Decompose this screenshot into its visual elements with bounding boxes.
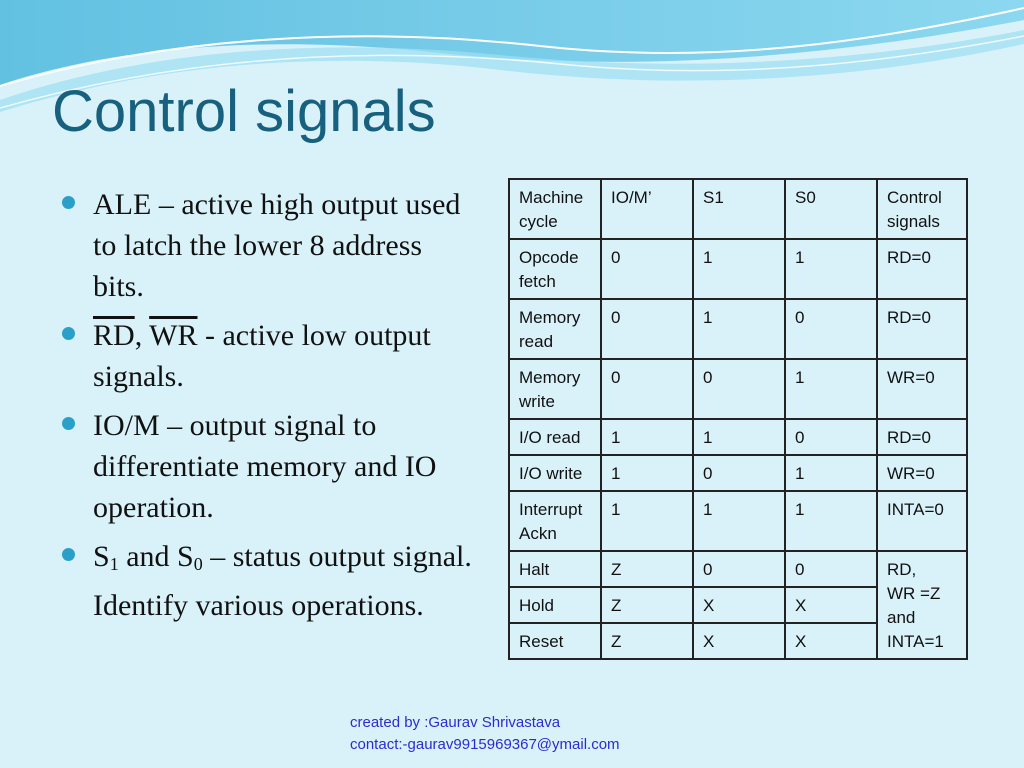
table-cell: 1 <box>693 239 785 299</box>
table-cell: WR=0 <box>877 359 967 419</box>
bullet-status-text: – status output signal. Identify various operations. <box>93 540 472 622</box>
footer <box>350 712 620 756</box>
table-cell: 1 <box>785 455 877 491</box>
wr-overline-text: $\overline{WR}$ <box>149 319 198 352</box>
table-cell: 0 <box>785 299 877 359</box>
table-row <box>509 491 967 551</box>
table-row <box>509 455 967 491</box>
table-cell: INTA=0 <box>877 491 967 551</box>
table-cell: Reset <box>509 623 601 659</box>
s1-letter: S <box>93 540 110 573</box>
table-cell: X <box>693 587 785 623</box>
table-header-cell: S0 <box>785 179 877 239</box>
table-cell: 0 <box>785 551 877 587</box>
table-cell: Interrupt Ackn <box>509 491 601 551</box>
table-cell: Memory read <box>509 299 601 359</box>
table-row <box>509 419 967 455</box>
bullet-dot-icon <box>62 548 75 561</box>
table-cell: 1 <box>693 491 785 551</box>
bullet-dot-icon <box>62 417 75 430</box>
table-cell: Hold <box>509 587 601 623</box>
table-cell: 0 <box>785 419 877 455</box>
table-cell: 1 <box>785 359 877 419</box>
table-row <box>509 359 967 419</box>
table-cell: 1 <box>601 491 693 551</box>
table-cell: X <box>785 587 877 623</box>
table-cell: 1 <box>785 491 877 551</box>
table-cell: I/O write <box>509 455 601 491</box>
bullet-dot-icon <box>62 196 75 209</box>
merged-control-cell: RD, WR =Z and INTA=1 <box>877 551 967 659</box>
table-cell: Halt <box>509 551 601 587</box>
s0-subscript: 0 <box>193 554 203 574</box>
table-cell: X <box>785 623 877 659</box>
table-cell: Z <box>601 551 693 587</box>
table-header-cell: Control signals <box>877 179 967 239</box>
bullet-io-m <box>60 405 480 528</box>
table-cell: 0 <box>601 299 693 359</box>
table-cell: 0 <box>693 455 785 491</box>
table-cell: 1 <box>601 419 693 455</box>
table-cell: RD=0 <box>877 299 967 359</box>
table-cell: Opcode fetch <box>509 239 601 299</box>
s-and-text: and S <box>118 540 194 573</box>
table-cell: 0 <box>601 359 693 419</box>
table-cell: 0 <box>693 359 785 419</box>
table-header-cell: IO/M’ <box>601 179 693 239</box>
bullet-io-m-text: IO/M – output signal to differentiate memory and IO operation. <box>93 409 437 524</box>
table-cell: 0 <box>693 551 785 587</box>
table-cell: I/O read <box>509 419 601 455</box>
table-row <box>509 299 967 359</box>
table-header-cell: Machine cycle <box>509 179 601 239</box>
table-cell: Z <box>601 623 693 659</box>
table-cell: RD=0 <box>877 419 967 455</box>
bullet-rd-wr-text: - active low output signals. <box>93 319 431 393</box>
bullet-status <box>60 536 480 626</box>
control-signals-table <box>508 178 968 660</box>
table-header-cell: S1 <box>693 179 785 239</box>
table-row <box>509 551 967 587</box>
footer-contact: contact:-gaurav9915969367@ymail.com <box>350 736 620 753</box>
table-cell: 1 <box>693 299 785 359</box>
table-cell: Memory write <box>509 359 601 419</box>
table-cell: WR=0 <box>877 455 967 491</box>
rd-overline-text: $\overline{RD}$ <box>93 319 135 352</box>
table-cell: 0 <box>601 239 693 299</box>
s1-subscript: 1 <box>109 554 119 574</box>
table-header-row <box>509 179 967 239</box>
table-cell: 1 <box>601 455 693 491</box>
table-cell: RD=0 <box>877 239 967 299</box>
table-cell: Z <box>601 587 693 623</box>
table-cell: 1 <box>693 419 785 455</box>
bullet-list <box>60 184 480 634</box>
rd-wr-separator: , <box>134 319 150 352</box>
table-row <box>509 239 967 299</box>
bullet-rd-wr <box>60 315 480 397</box>
slide-title: Control signals <box>52 79 436 144</box>
bullet-ale-text: ALE – active high output used to latch the lower 8 address bits. <box>93 188 461 303</box>
table-cell: X <box>693 623 785 659</box>
bullet-dot-icon <box>62 327 75 340</box>
table-cell: 1 <box>785 239 877 299</box>
table-body <box>509 179 967 659</box>
bullet-ale <box>60 184 480 307</box>
footer-credit: created by :Gaurav Shrivastava <box>350 714 561 731</box>
